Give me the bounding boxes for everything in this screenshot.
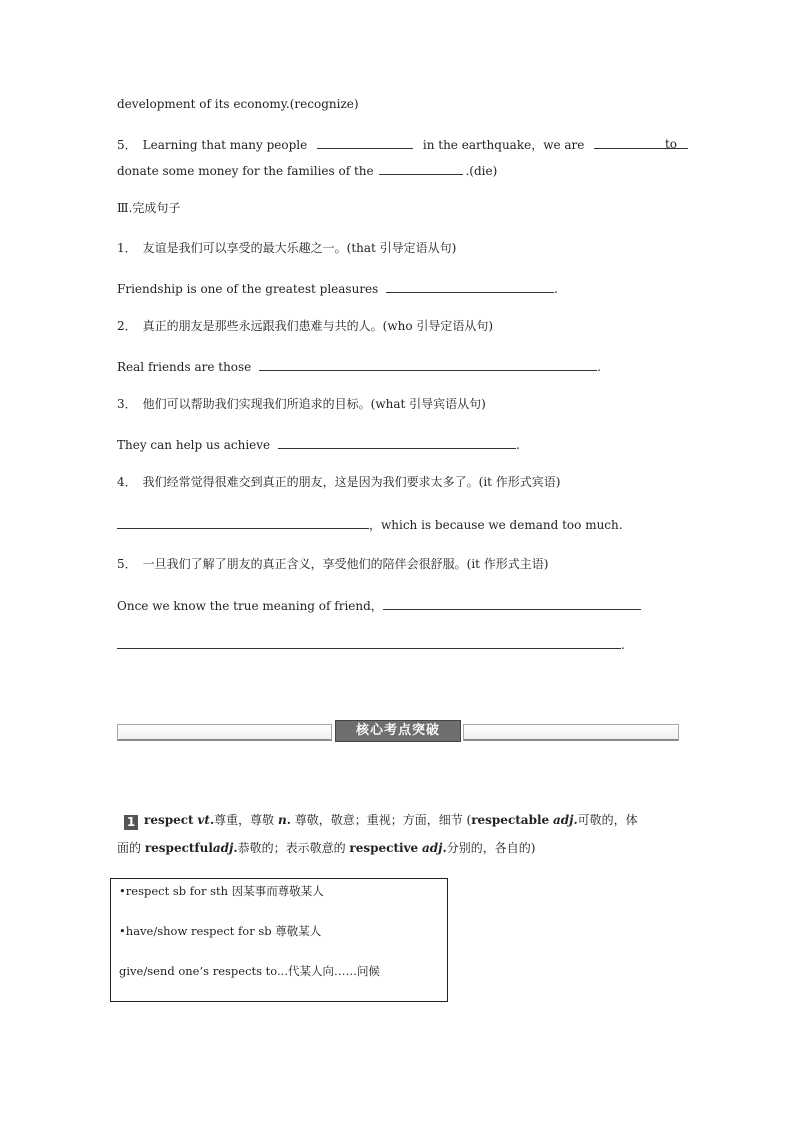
section2-item4-tail: development of its economy.(recognize) [117, 97, 359, 111]
answer-blank[interactable] [117, 516, 369, 529]
phrase-box [110, 878, 448, 1002]
question-prompt: 1． 友谊是我们可以享受的最大乐趣之一。(that 引导定语从句) [117, 241, 457, 255]
banner-rule-right [463, 724, 679, 741]
answer-line: They can help us achieve . [117, 438, 520, 452]
answer-line: ，which is because we demand too much. [117, 516, 623, 533]
keypoint-line1: 1 respect vt.尊重，尊敬 n. 尊敬，敬意；重视；方面，细节 (respectable adj.可敬的，体 [124, 812, 677, 830]
phrase-item: •respect sb for sth 因某事而尊敬某人 [119, 884, 324, 898]
number-badge-icon: 1 [124, 815, 138, 830]
question-prompt: 3． 他们可以帮助我们实现我们所追求的目标。(what 引导宾语从句) [117, 397, 486, 411]
banner-title: 核心考点突破 [335, 720, 461, 742]
answer-line: Real friends are those . [117, 360, 601, 374]
section2-item5-line1: 5． Learning that many people in the earthquake，we are to [117, 136, 677, 153]
banner-rule-left [117, 724, 332, 741]
answer-blank[interactable] [278, 436, 516, 449]
answer-blank[interactable] [259, 358, 597, 371]
fill-blank[interactable] [379, 162, 463, 175]
question-prompt: 2． 真正的朋友是那些永远跟我们患难与共的人。(who 引导定语从句) [117, 319, 494, 333]
phrase-item: •have/show respect for sb 尊敬某人 [119, 924, 322, 938]
question-prompt: 4． 我们经常觉得很难交到真正的朋友，这是因为我们要求太多了。(it 作形式宾语) [117, 475, 561, 489]
keypoint-line2: 面的 respectfuladj.恭敬的；表示敬意的 respective adj.分别的，各自的) [117, 841, 536, 855]
section3-heading: Ⅲ.完成句子 [117, 201, 181, 215]
answer-blank[interactable] [386, 280, 554, 293]
fill-blank[interactable] [317, 136, 413, 149]
section2-item5-line2: donate some money for the families of the .(die) [117, 164, 498, 178]
answer-blank[interactable] [383, 597, 641, 610]
answer-line: Once we know the true meaning of friend， [117, 597, 641, 614]
answer-line: Friendship is one of the greatest pleasures . [117, 282, 558, 296]
section-banner [117, 720, 677, 742]
answer-blank[interactable] [117, 636, 621, 649]
answer-line-continued: . [117, 636, 625, 653]
question-prompt: 5． 一旦我们了解了朋友的真正含义，享受他们的陪伴会很舒服。(it 作形式主语) [117, 557, 549, 571]
phrase-item: give/send one’s respects to...代某人向……问候 [119, 964, 380, 978]
